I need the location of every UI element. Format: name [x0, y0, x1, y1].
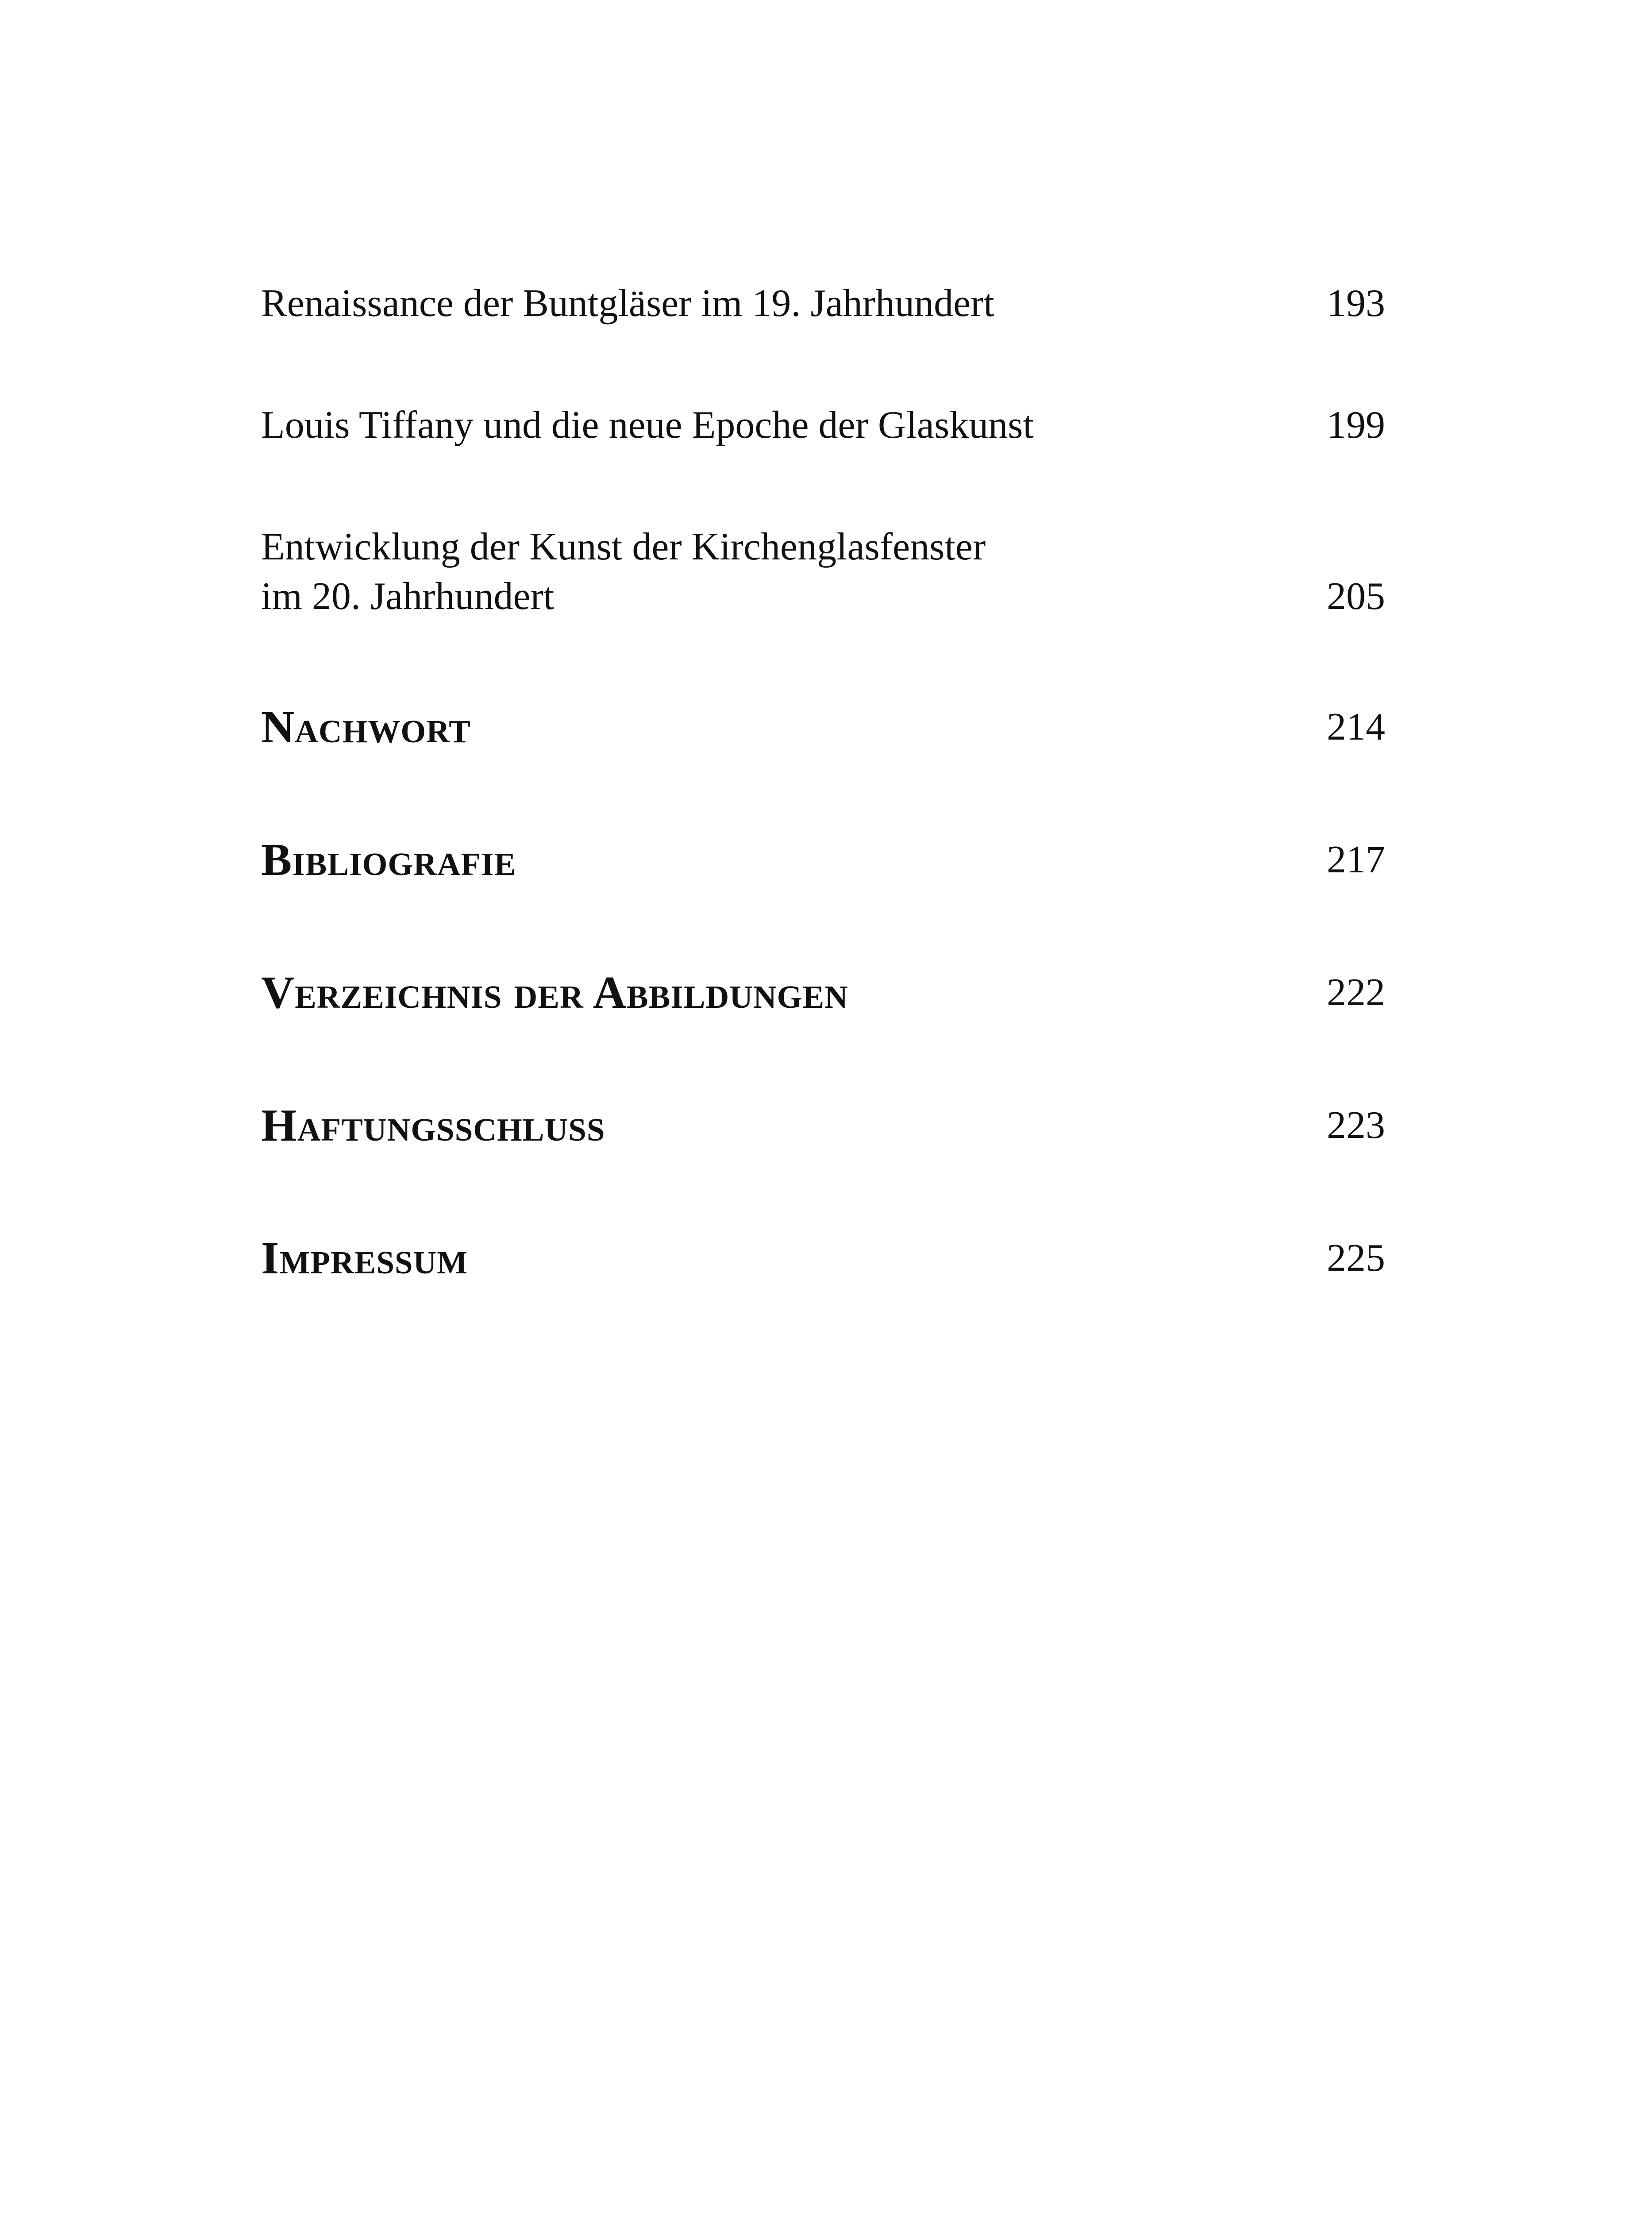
toc-entry-page-number: 205 [1327, 575, 1385, 618]
toc-entry-page-number: 225 [1327, 1237, 1385, 1280]
toc-entry-page-number: 214 [1327, 706, 1385, 748]
toc-entry-title-line: Renaissance der Buntgläser im 19. Jahrhundert [261, 282, 994, 325]
toc-entry-title-line: im 20. Jahrhundert [261, 575, 555, 618]
toc-entry-page-number: 193 [1327, 282, 1385, 325]
toc-entry-title-line: Louis Tiffany und die neue Epoche der Glaskunst [261, 404, 1034, 447]
toc-entry-title-line: Verzeichnis der Abbildungen [261, 967, 848, 1018]
toc-entry-title-line: Bibliografie [261, 834, 516, 885]
toc-entry-title [261, 522, 986, 621]
toc-entry-title [261, 1097, 605, 1154]
toc-entry-title [261, 1230, 468, 1287]
toc-entry-title-line: Impressum [261, 1233, 468, 1284]
toc-entry-title-line: Entwicklung der Kunst der Kirchenglasfenster [261, 525, 986, 568]
toc-entry-title-line: Nachwort [261, 702, 471, 752]
toc-entry-page-number: 222 [1327, 971, 1385, 1014]
toc-entry-page-number: 217 [1327, 838, 1385, 881]
toc-entry-page-number: 199 [1327, 404, 1385, 447]
toc-entry-title [261, 698, 471, 756]
toc-entry-title [261, 401, 1034, 450]
toc-entry-title [261, 279, 994, 328]
toc-entry-page-number: 223 [1327, 1104, 1385, 1147]
toc-entry-title [261, 964, 848, 1022]
toc-entry-title [261, 831, 516, 889]
toc-entry-title-line: Haftungsschluss [261, 1100, 605, 1151]
